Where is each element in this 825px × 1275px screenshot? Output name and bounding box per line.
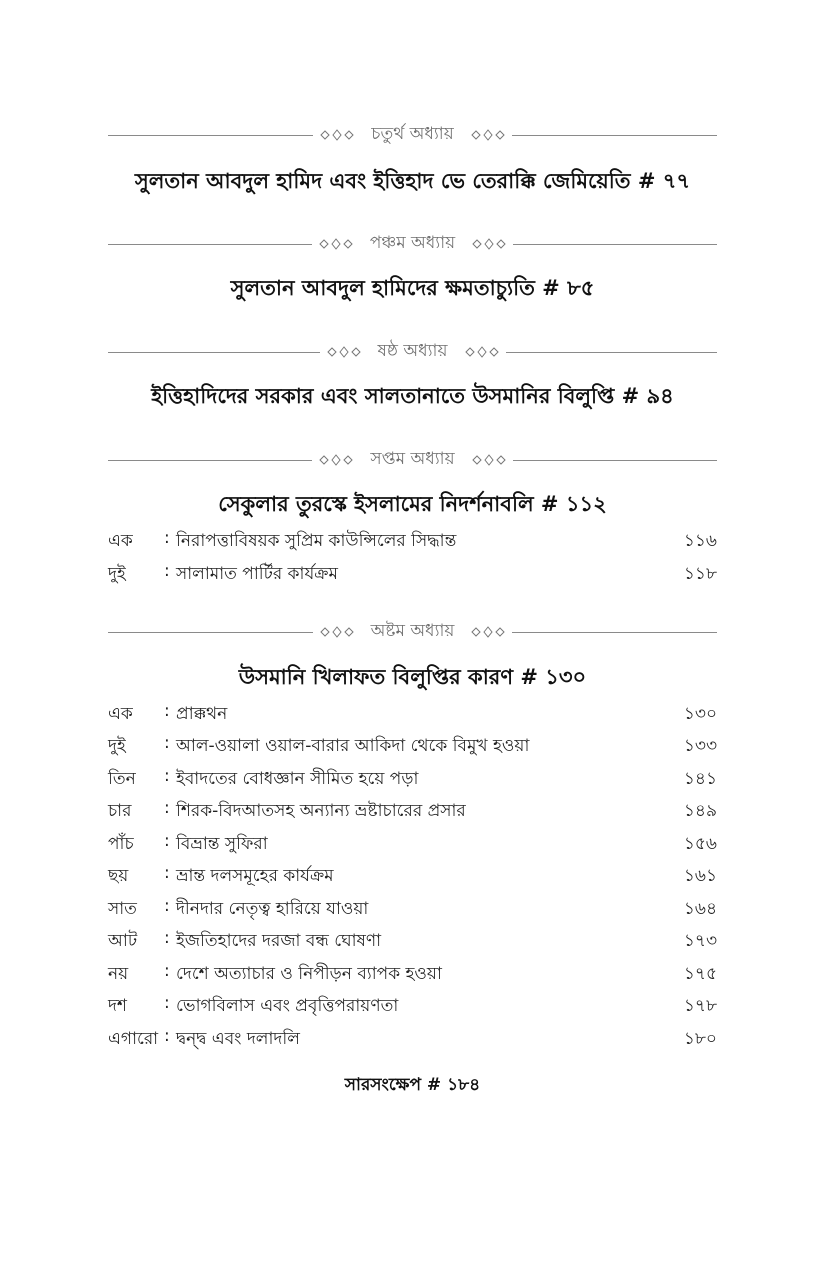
entry-colon: : — [164, 961, 170, 981]
entry-colon: : — [164, 896, 170, 916]
toc-entry[interactable] — [108, 733, 717, 763]
toc-entry[interactable] — [108, 528, 717, 558]
entry-number: দুই — [108, 736, 126, 756]
entry-number: এগারো — [108, 1029, 159, 1049]
entry-colon: : — [164, 733, 170, 753]
chapter-8-divider — [108, 620, 717, 644]
entry-number: তিন — [108, 769, 136, 789]
entry-title: নিরাপত্তাবিষয়ক সুপ্রিম কাউন্সিলের সিদ্ধান্ত — [176, 531, 457, 551]
ornament-icon — [316, 237, 356, 251]
entry-colon: : — [164, 993, 170, 1013]
entry-number: দুই — [108, 564, 126, 584]
entry-title: প্রাক্কথন — [176, 704, 228, 724]
chapter-title: সুলতান আবদুল হামিদ এবং ইত্তিহাদ ভে তেরাক্কি জেমিয়েতি # ৭৭ — [134, 169, 691, 193]
entry-page: ১৭৮ — [683, 996, 717, 1016]
entry-page: ১৭৩ — [683, 931, 717, 951]
ornament-icon — [468, 128, 508, 142]
chapter-label: সপ্তম অধ্যায় — [370, 449, 455, 469]
toc-entry[interactable] — [108, 896, 717, 926]
ornament-icon — [316, 453, 356, 467]
ornament-icon — [317, 128, 357, 142]
entry-title: দীনদার নেতৃত্ব হারিয়ে যাওয়া — [176, 899, 369, 919]
ornament-icon — [324, 345, 364, 359]
entry-page: ১৬৪ — [683, 899, 717, 919]
entry-number: ছয় — [108, 866, 129, 886]
rule-line — [108, 244, 312, 245]
entry-colon: : — [164, 1026, 170, 1046]
chapter-title: উসমানি খিলাফত বিলুপ্তির কারণ # ১৩০ — [238, 665, 587, 689]
entry-number: এক — [108, 704, 133, 724]
toc-entry[interactable] — [108, 798, 717, 828]
chapter-label: ষষ্ঠ অধ্যায় — [377, 341, 448, 361]
rule-line — [108, 352, 320, 353]
toc-entry[interactable] — [108, 701, 717, 731]
entry-title: সালামাত পার্টির কার্যক্রম — [176, 564, 338, 584]
chapter-title: ইত্তিহাদিদের সরকার এবং সালতানাতে উসমানির বিলুপ্তি # ৯৪ — [151, 384, 674, 408]
entry-number: আট — [108, 931, 138, 951]
entry-number: পাঁচ — [108, 834, 134, 854]
chapter-label: অষ্টম অধ্যায় — [370, 621, 455, 641]
entry-page: ১৬১ — [683, 866, 717, 886]
entry-title: ভ্রান্ত দলসমূহের কার্যক্রম — [176, 866, 334, 886]
rule-line — [513, 460, 717, 461]
entry-page: ১৭৫ — [683, 964, 717, 984]
entry-title: ইবাদতের বোধজ্ঞান সীমিত হয়ে পড়া — [176, 769, 419, 789]
entry-number: সাত — [108, 899, 137, 919]
entry-colon: : — [164, 863, 170, 883]
entry-page: ১৪১ — [683, 769, 717, 789]
toc-entry[interactable] — [108, 831, 717, 861]
rule-line — [512, 135, 717, 136]
ornament-icon — [462, 345, 502, 359]
entry-page: ১৩৩ — [683, 736, 717, 756]
entry-colon: : — [164, 766, 170, 786]
entry-page: ১৪৯ — [683, 801, 717, 821]
chapter-7-divider — [108, 448, 717, 472]
entry-title: দেশে অত্যাচার ও নিপীড়ন ব্যাপক হওয়া — [176, 964, 442, 984]
entry-colon: : — [164, 528, 170, 548]
toc-entry[interactable] — [108, 863, 717, 893]
entry-title: শিরক-বিদআতসহ অন্যান্য ভ্রষ্টাচারের প্রসার — [176, 801, 466, 821]
rule-line — [513, 244, 717, 245]
entry-number: দশ — [108, 996, 127, 1016]
entry-colon: : — [164, 928, 170, 948]
ornament-icon — [469, 453, 509, 467]
chapter-label: পঞ্চম অধ্যায় — [369, 233, 456, 253]
entry-title: দ্বন্দ্ব এবং দলাদলি — [176, 1029, 300, 1049]
rule-line — [108, 632, 313, 633]
toc-entry[interactable] — [108, 1026, 717, 1056]
toc-entry[interactable] — [108, 561, 717, 591]
entry-page: ১৮০ — [683, 1029, 717, 1049]
rule-line — [512, 632, 717, 633]
entry-page: ১৩০ — [683, 704, 717, 724]
rule-line — [108, 460, 312, 461]
entry-page: ১৫৬ — [683, 834, 717, 854]
entry-page: ১১৮ — [683, 564, 717, 584]
chapter-5-divider — [108, 232, 717, 256]
entry-title: ভোগবিলাস এবং প্রবৃত্তিপরায়ণতা — [176, 996, 399, 1016]
toc-entry[interactable] — [108, 928, 717, 958]
chapter-4-divider — [108, 123, 717, 147]
chapter-6-divider — [108, 340, 717, 364]
entry-number: নয় — [108, 964, 129, 984]
entry-colon: : — [164, 798, 170, 818]
entry-number: চার — [108, 801, 132, 821]
rule-line — [108, 135, 313, 136]
chapter-title: সেকুলার তুরস্কে ইসলামের নিদর্শনাবলি # ১১২ — [218, 492, 607, 516]
ornament-icon — [468, 625, 508, 639]
entry-title: ইজতিহাদের দরজা বন্ধ ঘোষণা — [176, 931, 382, 951]
entry-colon: : — [164, 701, 170, 721]
entry-colon: : — [164, 561, 170, 581]
entry-page: ১১৬ — [683, 531, 717, 551]
rule-line — [506, 352, 718, 353]
entry-colon: : — [164, 831, 170, 851]
summary-entry[interactable]: সারসংক্ষেপ # ১৮৪ — [344, 1075, 481, 1095]
entry-title: বিভ্রান্ত সুফিরা — [176, 834, 268, 854]
ornament-icon — [317, 625, 357, 639]
ornament-icon — [469, 237, 509, 251]
chapter-label: চতুর্থ অধ্যায় — [371, 124, 454, 144]
toc-entry[interactable] — [108, 766, 717, 796]
toc-entry[interactable] — [108, 961, 717, 991]
chapter-title: সুলতান আবদুল হামিদের ক্ষমতাচ্যুতি # ৮৫ — [230, 276, 595, 300]
entry-number: এক — [108, 531, 133, 551]
entry-title: আল-ওয়ালা ওয়াল-বারার আকিদা থেকে বিমুখ হওয়া — [176, 736, 530, 756]
toc-entry[interactable] — [108, 993, 717, 1023]
